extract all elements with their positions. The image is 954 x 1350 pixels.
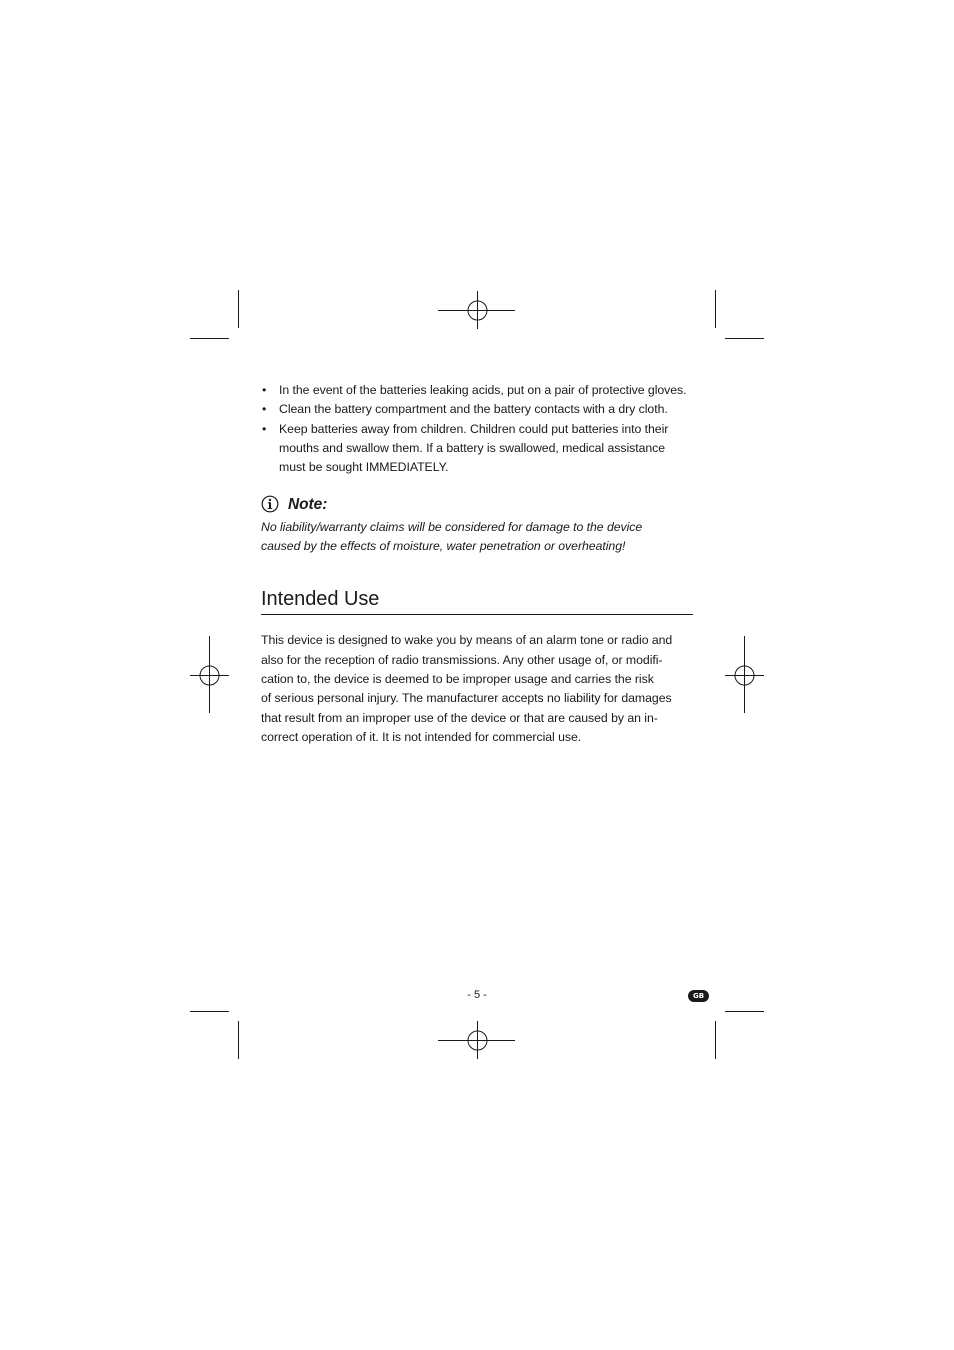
note-title: Note:: [288, 495, 328, 513]
page-number: - 5 -: [467, 989, 487, 1001]
intended-use-paragraph: This device is designed to wake you by means of an alarm tone or radio and also for the reception of radio transmissions. Any other usage of, or modifi- cation to, the device is deemed to be improper usage and carries the risk of serious personal injury. The manufacturer accepts no liability for damages that result from an improper use of the device or that are caused by an in- correct operation of it. It is not intended for commercial use.: [261, 633, 673, 744]
battery-safety-list: [261, 381, 693, 477]
list-item: • In the event of the batteries leaking acids, put on a pair of protective gloves.: [261, 381, 693, 400]
note-text: No liability/warranty claims will be considered for damage to the device caused by the effects of moisture, water penetration or overheating!: [261, 520, 643, 553]
page-content: [261, 381, 693, 747]
list-item: • Keep batteries away from children. Children could put batteries into their mouths and swallow them. If a battery is swallowed, medical assistance must be sought IMMEDIATELY.: [261, 420, 693, 478]
list-item: • Clean the battery compartment and the battery contacts with a dry cloth.: [261, 400, 693, 419]
note-heading: [261, 493, 693, 515]
section-heading-intended-use: Intended Use: [261, 586, 693, 615]
info-icon: [261, 495, 279, 513]
language-badge: GB: [688, 990, 709, 1002]
